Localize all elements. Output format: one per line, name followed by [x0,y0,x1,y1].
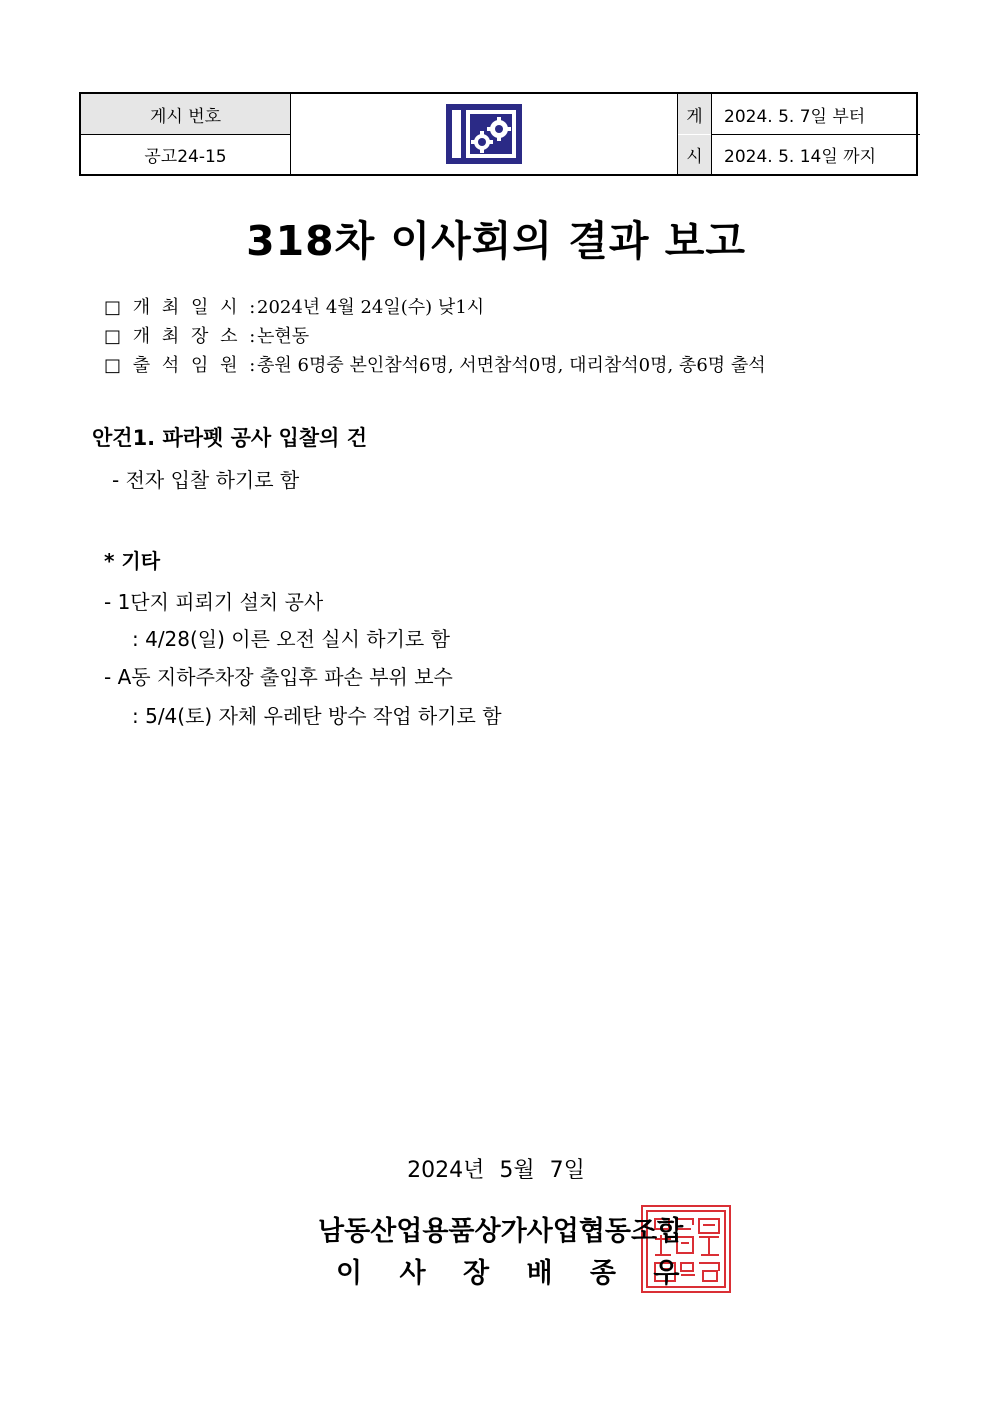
other-item-title: - 1단지 피뢰기 설치 공사 [104,590,324,614]
post-label-top: 게 [686,106,703,127]
post-label-bottom-cell [678,135,711,174]
post-label-top-cell [678,94,711,134]
checkbox-icon: □ [104,355,125,376]
checkbox-icon: □ [104,297,125,318]
post-label-bottom: 시 [686,147,703,167]
post-number-label-cell [81,94,290,134]
logo-cell [291,94,677,174]
company-logo-icon [446,104,522,164]
meta-row-attendance: □ 출 석 임 원 :총원 6명중 본인참석6명, 서면참석0명, 대리참석0명, 총6명 출석 [104,355,766,376]
other-item-detail: : 4/28(일) 이른 오전 실시 하기로 함 [132,627,450,651]
document-title: 318차 이사회의 결과 보고 [246,217,746,265]
period-end: 2024. 5. 14일 까지 [724,147,876,167]
period-end-cell [712,135,917,174]
issue-date: 2024년 5월 7일 [407,1158,585,1183]
other-heading: * 기타 [104,549,161,573]
organization-name: 남동산업용품상가사업협동조합 [318,1216,684,1247]
post-number: 공고24-15 [144,147,227,167]
post-number-cell [81,135,290,174]
meta-row-date: □ 개 최 일 시 :2024년 4월 24일(수) 낮1시 [104,297,485,318]
period-start: 2024. 5. 7일 부터 [724,106,866,127]
other-item-detail: : 5/4(토) 자체 우레탄 방수 작업 하기로 함 [132,704,502,728]
period-start-cell [712,94,917,134]
other-item-title: - A동 지하주차장 출입후 파손 부위 보수 [104,665,453,689]
meta-row-place: □ 개 최 장 소 :논현동 [104,326,310,347]
attendance: 총원 6명중 본인참석6명, 서면참석0명, 대리참석0명, 총6명 출석 [257,355,766,376]
post-number-label: 게시 번호 [149,106,222,127]
meeting-place: 논현동 [257,326,310,347]
agenda-result: - 전자 입찰 하기로 함 [112,468,300,492]
notice-header-table [79,92,918,176]
chairman-name: 이 사 장 배 종 우 [336,1258,694,1289]
meeting-date: 2024년 4월 24일(수) 낮1시 [257,297,485,318]
checkbox-icon: □ [104,326,125,347]
agenda-heading: 안건1. 파라펫 공사 입찰의 건 [92,426,367,450]
